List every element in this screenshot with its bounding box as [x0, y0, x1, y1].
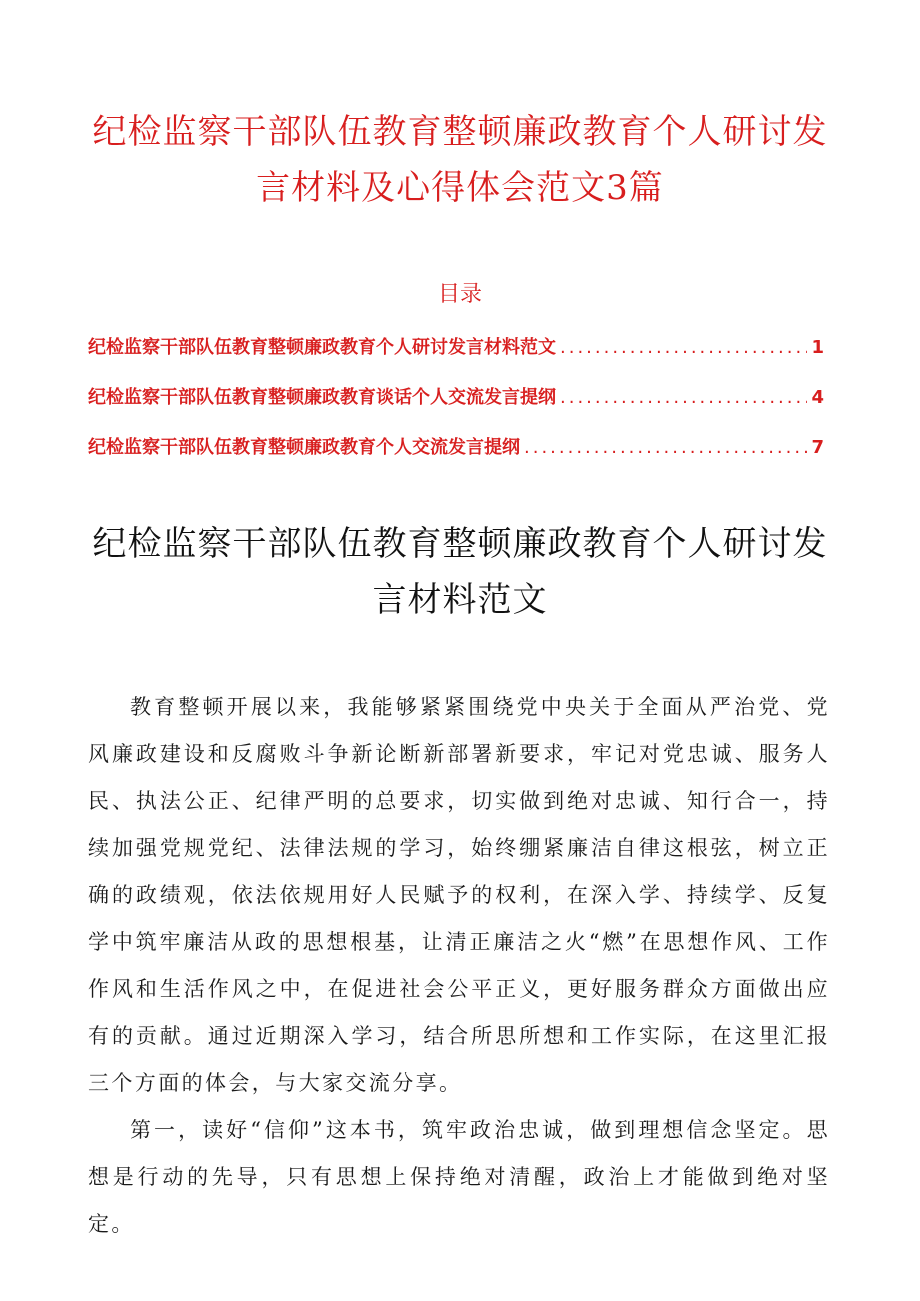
document-title: 纪检监察干部队伍教育整顿廉政教育个人研讨发言材料及心得体会范文3篇	[92, 112, 828, 208]
toc-item-label: 纪检监察干部队伍教育整顿廉政教育个人研讨发言材料范文	[88, 337, 556, 358]
toc-item-3[interactable]	[88, 430, 824, 480]
paragraph: 第一，读好“信仰”这本书，筑牢政治忠诚，做到理想信念坚定。思想是行动的先导，只有思想上保持绝对清醒，政治上才能做到绝对坚定。	[88, 1118, 830, 1236]
table-of-contents	[88, 330, 824, 480]
toc-item-label: 纪检监察干部队伍教育整顿廉政教育谈话个人交流发言提纲	[88, 387, 556, 408]
toc-page-number: 1	[811, 337, 824, 358]
section-title: 纪检监察干部队伍教育整顿廉政教育个人研讨发言材料范文	[92, 524, 828, 620]
toc-dot-leader	[560, 330, 807, 366]
body-text	[88, 684, 830, 1248]
toc-page-number: 7	[811, 437, 824, 458]
toc-item-2[interactable]	[88, 380, 824, 430]
toc-dot-leader	[524, 430, 807, 466]
toc-item-label: 纪检监察干部队伍教育整顿廉政教育个人交流发言提纲	[88, 437, 520, 458]
toc-item-1[interactable]	[88, 330, 824, 380]
paragraph: 教育整顿开展以来，我能够紧紧围绕党中央关于全面从严治党、党风廉政建设和反腐败斗争新论断新部署新要求，牢记对党忠诚、服务人民、执法公正、纪律严明的总要求，切实做到绝对忠诚、知行合一，持续加强党规党纪、法律法规的学习，始终绷紧廉洁自律这根弦，树立正确的政绩观，依法依规用好人民赋予的权利，在深入学、持续学、反复学中筑牢廉洁从政的思想根基，让清正廉洁之火“燃”在思想作风、工作作风和生活作风之中，在促进社会公平正义，更好服务群众方面做出应有的贡献。通过近期深入学习，结合所思所想和工作实际，在这里汇报三个方面的体会，与大家交流分享。	[88, 695, 830, 1095]
toc-dot-leader	[560, 380, 807, 416]
toc-page-number: 4	[811, 387, 824, 408]
toc-heading: 目录	[437, 282, 482, 307]
